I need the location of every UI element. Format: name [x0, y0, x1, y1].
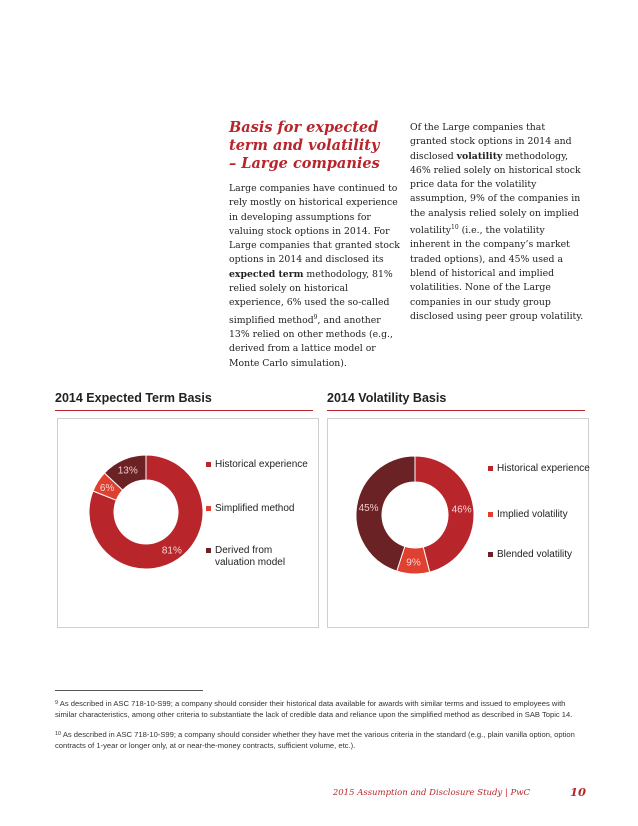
expected-term-paragraph	[229, 182, 401, 371]
legend-swatch	[206, 506, 211, 511]
right-text-2: methodology, 46% relied solely on historical stock price data for the volatility assumption, 9% of the companies in the analysis relied solely on implied volatility	[410, 150, 581, 237]
section-heading: Basis for expected term and volatility – Large companies	[229, 119, 380, 172]
right-bold: volatility	[456, 150, 503, 162]
expected-term-donut	[58, 419, 318, 627]
mid-text-3: , and another 13% relied on other methods (e.g., derived from a lattice model or Monte Carlo simulation).	[229, 314, 393, 369]
legend-label: Derived from valuation model	[215, 545, 286, 568]
footnote-text: As described in ASC 718-10-S99; a company should consider their historical data available for awards with similar terms and issued to employees with similar characteristics, among other criteria to substantiate the lack of credible data and reliance upon the simplified method as described in SAB Topic 14.	[55, 699, 573, 719]
expected-term-chart	[57, 418, 319, 628]
chart-title-expected-term: 2014 Expected Term Basis	[55, 390, 313, 411]
slice-label-0: 81%	[161, 545, 182, 557]
footnote-ref-10[interactable]: 10	[451, 224, 459, 232]
slice-label-1: 6%	[99, 482, 115, 494]
slice-label-2: 13%	[117, 465, 138, 477]
legend-label: Historical experience	[215, 459, 308, 470]
legend-label: Simplified method	[215, 503, 295, 514]
right-text-3: (i.e., the volatility inherent in the company’s market traded options), and 45% used a blend of historical and implied volatilities. None of the Large companies in our study group disclosed using peer group volatility.	[410, 225, 584, 322]
volatility-chart	[327, 418, 589, 628]
footer-text: 2015 Assumption and Disclosure Study | PwC	[332, 788, 530, 798]
volatility-paragraph	[410, 121, 585, 324]
volatility-donut	[328, 419, 588, 627]
footnote-10	[55, 730, 585, 751]
footnote-number: 10	[55, 731, 62, 737]
legend-label: Blended volatility	[497, 549, 573, 560]
legend-swatch	[206, 462, 211, 467]
slice-label-1: 9%	[406, 557, 421, 569]
legend-swatch	[488, 552, 493, 557]
footnote-ref-9[interactable]: 9	[313, 313, 318, 321]
slice-label-2: 45%	[358, 503, 379, 515]
footnote-text: As described in ASC 718-10-S99; a company should consider whether they have met the various criteria in the standard (e.g., plain vanilla option, option contracts of 1-year or longer only, at or near-the-money contracts, sufficient volume, etc.).	[55, 730, 575, 750]
footnote-divider	[55, 690, 203, 691]
chart-title-volatility: 2014 Volatility Basis	[327, 390, 585, 411]
mid-text-1: Large companies have continued to rely mostly on historical experience in developing assumptions for valuing stock options in 2014. For Large companies that granted stock options in 2014 and disclosed its	[229, 183, 400, 266]
legend-swatch	[488, 466, 493, 471]
slice-label-0: 46%	[451, 504, 472, 516]
legend-label: Implied volatility	[497, 509, 568, 520]
right-text-1: Of the Large companies that granted stock options in 2014 and disclosed	[410, 122, 572, 162]
legend-swatch	[206, 548, 211, 553]
page-number: 10	[569, 785, 586, 799]
legend-label: Historical experience	[497, 463, 590, 474]
footnote-9	[55, 699, 585, 720]
legend-swatch	[488, 512, 493, 517]
mid-text-2: methodology, 81% relied solely on historical experience, 6% used the so-called simplified method	[229, 268, 393, 326]
footnote-number: 9	[55, 700, 59, 706]
mid-bold: expected term	[229, 268, 304, 280]
